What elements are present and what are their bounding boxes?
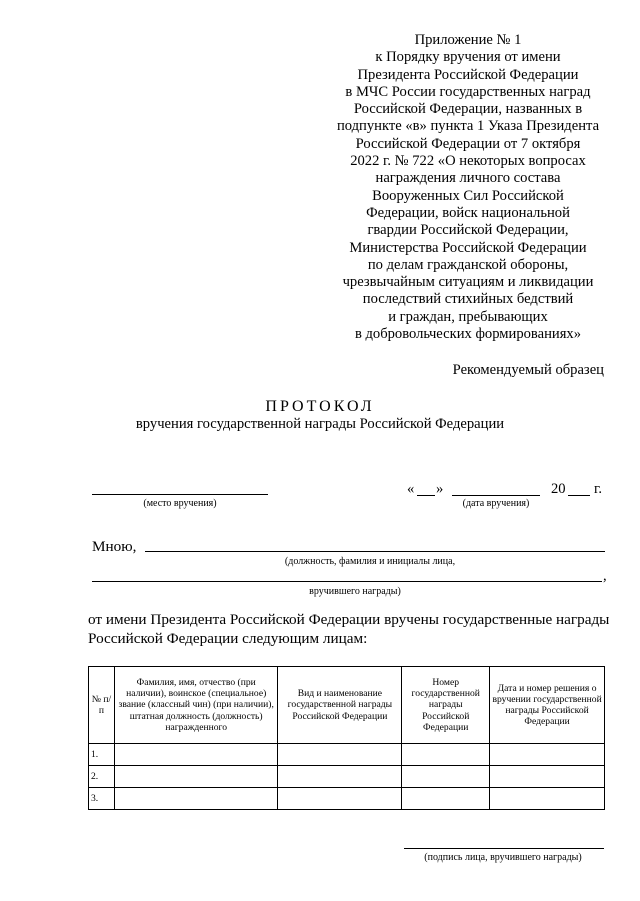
table-cell[interactable] [278, 744, 402, 766]
document-subtitle: вручения государственной награды Российской Федерации [135, 416, 505, 432]
appendix-line: награждения личного состава [375, 170, 561, 187]
appendix-line: Федерации, войск национальной [366, 204, 570, 221]
official-line[interactable] [145, 551, 605, 552]
date-year-suffix: г. [594, 481, 602, 497]
place-line[interactable] [92, 494, 268, 495]
table-cell[interactable] [114, 744, 278, 766]
signature-caption: (подпись лица, вручившего награды) [424, 852, 582, 863]
table-cell[interactable] [402, 766, 490, 788]
table-row [89, 744, 605, 766]
sample-label: Рекомендуемый образец [452, 362, 604, 378]
appendix-line: в добровольческих формированиях» [354, 326, 582, 343]
date-year-line[interactable] [568, 495, 590, 496]
official-caption-1: (должность, фамилия и инициалы лица, [284, 556, 456, 567]
appendix-line: Приложение № 1 [414, 32, 522, 48]
appendix-line: Российской Федерации, названных в [353, 101, 583, 118]
by-me-label: Мною, [92, 538, 137, 555]
official-line-2[interactable] [92, 581, 602, 582]
table-cell[interactable] [402, 788, 490, 810]
appendix-line: Российской Федерации от 7 октября [355, 135, 581, 152]
header-recipient: Фамилия, имя, отчество (при наличии), воинское (специальное) звание (классный чин) (при наличии), штатная должность (должность) награжденного [114, 667, 278, 744]
header-decision: Дата и номер решения о вручении государственной награды Российской Федерации [490, 667, 605, 744]
signature-line[interactable] [404, 848, 604, 849]
appendix-line: 2022 г. № 722 «О некоторых вопросах [350, 153, 586, 170]
appendix-line: чрезвычайным ситуациям и ликвидации [342, 274, 594, 291]
table-cell[interactable] [490, 766, 605, 788]
official-caption-2: вручившего награды) [309, 586, 401, 597]
appendix-line: подпункте «в» пункта 1 Указа Президента [336, 118, 600, 135]
appendix-block [318, 32, 618, 343]
header-number: № п/п [89, 667, 115, 744]
row-number: 2. [89, 766, 115, 788]
table-cell[interactable] [114, 788, 278, 810]
appendix-line: по делам гражданской обороны, [367, 256, 569, 273]
table-row [89, 788, 605, 810]
appendix-line: последствий стихийных бедствий [362, 291, 574, 308]
table-cell[interactable] [490, 788, 605, 810]
appendix-line: Вооруженных Сил Российской [372, 187, 564, 204]
header-award-type: Вид и наименование государственной награды Российской Федерации [278, 667, 402, 744]
row-number: 1. [89, 744, 115, 766]
appendix-line: Президента Российской Федерации [357, 66, 579, 83]
appendix-line: Министерства Российской Федерации [349, 239, 587, 256]
table-cell[interactable] [278, 788, 402, 810]
table-cell[interactable] [278, 766, 402, 788]
document-title: ПРОТОКОЛ [265, 398, 375, 415]
date-open-quote: « [407, 481, 415, 497]
appendix-line: в МЧС России государственных наград [345, 83, 591, 100]
place-caption: (место вручения) [143, 498, 217, 509]
appendix-line: и граждан, пребывающих [388, 308, 548, 325]
table-cell[interactable] [402, 744, 490, 766]
table-row [89, 766, 605, 788]
appendix-line: гвардии Российской Федерации, [367, 222, 569, 239]
table-header-row [89, 667, 605, 744]
table-cell[interactable] [114, 766, 278, 788]
row-number: 3. [89, 788, 115, 810]
appendix-line: к Порядку вручения от имени [375, 49, 561, 66]
date-year-prefix: 20 [551, 481, 566, 497]
date-caption: (дата вручения) [462, 498, 530, 509]
header-award-number: Номер государственной награды Российской Федерации [402, 667, 490, 744]
body-text: от имени Президента Российской Федерации вручены государственные награды Российской Федерации следующим лицам: [88, 611, 610, 647]
awards-table [88, 666, 605, 810]
date-day-line[interactable] [417, 495, 435, 496]
table-cell[interactable] [490, 744, 605, 766]
date-close-quote: » [436, 481, 444, 497]
line-comma: , [603, 568, 607, 584]
date-month-line[interactable] [452, 495, 540, 496]
